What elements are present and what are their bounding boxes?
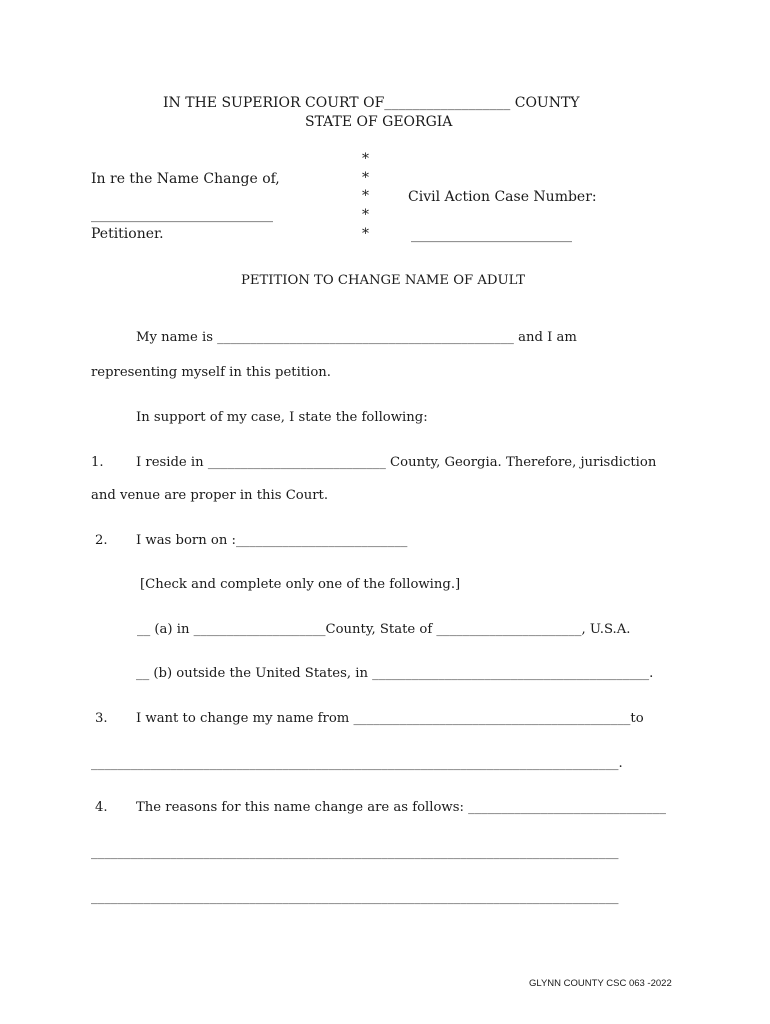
caption-asterisk: * xyxy=(362,207,369,223)
paragraph-3-line-2: ________________________________________________________________________________. xyxy=(91,756,623,771)
paragraph-4-line-1: The reasons for this name change are as follows: ______________________________ xyxy=(136,800,666,815)
petitioner-name-blank: __________________________ xyxy=(91,207,273,223)
petition-title: PETITION TO CHANGE NAME OF ADULT xyxy=(241,273,526,288)
case-number-blank: _______________________ xyxy=(411,227,572,243)
state-heading: STATE OF GEORGIA xyxy=(305,114,453,130)
case-number-label: Civil Action Case Number: xyxy=(408,189,597,205)
paragraph-3-number: 3. xyxy=(95,711,108,726)
in-re-label: In re the Name Change of, xyxy=(91,171,280,187)
paragraph-2-option-a: __ (a) in ____________________County, State of ______________________, U.S.A. xyxy=(137,622,631,637)
intro-line-1: My name is _____________________________________________ and I am xyxy=(136,330,577,345)
paragraph-2-instruction: [Check and complete only one of the following.] xyxy=(140,577,461,592)
court-heading: IN THE SUPERIOR COURT OF__________________ COUNTY xyxy=(163,95,580,111)
caption-asterisk: * xyxy=(362,151,369,167)
caption-asterisk: * xyxy=(362,188,369,204)
paragraph-2-number: 2. xyxy=(95,533,108,548)
paragraph-4-line-3: ________________________________________________________________________________ xyxy=(91,890,619,905)
petitioner-label: Petitioner. xyxy=(91,226,164,242)
paragraph-2-text: I was born on :__________________________ xyxy=(136,533,408,548)
caption-asterisk: * xyxy=(362,170,369,186)
intro-line-2: representing myself in this petition. xyxy=(91,365,331,380)
form-footer-code: GLYNN COUNTY CSC 063 -2022 xyxy=(529,978,672,989)
paragraph-4-line-2: ________________________________________________________________________________ xyxy=(91,845,619,860)
caption-asterisk: * xyxy=(362,226,369,242)
support-statement: In support of my case, I state the following: xyxy=(136,410,428,425)
paragraph-3-line-1: I want to change my name from __________________________________________to xyxy=(136,711,644,726)
paragraph-2-option-b: __ (b) outside the United States, in __________________________________________. xyxy=(136,666,654,681)
paragraph-1-line-2: and venue are proper in this Court. xyxy=(91,488,329,503)
paragraph-1-number: 1. xyxy=(91,455,104,470)
paragraph-4-number: 4. xyxy=(95,800,108,815)
paragraph-1-line-1: I reside in ___________________________ County, Georgia. Therefore, jurisdiction xyxy=(136,455,657,470)
